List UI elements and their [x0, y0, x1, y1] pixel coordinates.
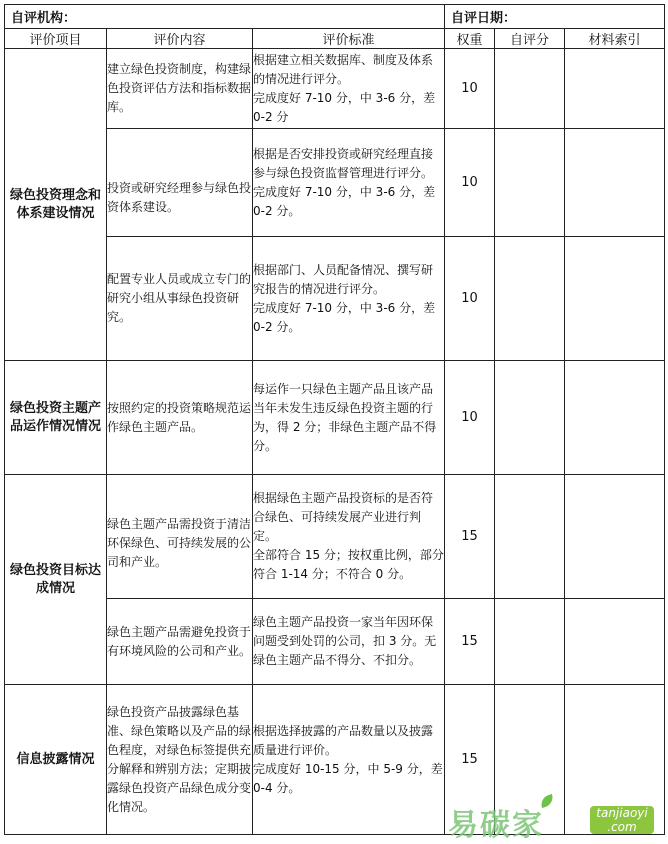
self-score-cell[interactable] — [495, 49, 565, 129]
watermark-site-badge — [590, 806, 654, 834]
standard-cell: 根据绿色主题产品投资标的是否符合绿色、可持续发展产业进行判定。 全部符合 15 分；按权重比例，部分符合 1-14 分；不符合 0 分。 — [253, 475, 445, 599]
section-item: 绿色投资理念和体系建设情况 — [5, 49, 107, 361]
standard-cell: 根据建立相关数据库、制度及体系的情况进行评分。 完成度好 7-10 分，中 3-6 分，差 0-2 分 — [253, 49, 445, 129]
self-score-cell[interactable] — [495, 129, 565, 237]
content-cell: 绿色主题产品需避免投资于有环境风险的公司和产业。 — [107, 599, 253, 685]
col-content: 评价内容 — [107, 29, 253, 49]
content-cell: 绿色投资产品披露绿色基准、绿色策略以及产品的绿色程度，对绿色标签提供充分解释和辨别方法；定期披露绿色投资产品绿色成分变化情况。 — [107, 685, 253, 835]
material-cell[interactable] — [565, 49, 665, 129]
col-material: 材料索引 — [565, 29, 665, 49]
standard-cell: 每运作一只绿色主题产品且该产品当年未发生违反绿色投资主题的行为，得 2 分；非绿色主题产品不得分。 — [253, 361, 445, 475]
content-cell: 建立绿色投资制度，构建绿色投资评估方法和指标数据库。 — [107, 49, 253, 129]
material-cell[interactable] — [565, 129, 665, 237]
weight-cell: 10 — [445, 49, 495, 129]
weight-cell: 10 — [445, 237, 495, 361]
col-item: 评价项目 — [5, 29, 107, 49]
header-row — [5, 5, 665, 29]
self-score-cell[interactable] — [495, 361, 565, 475]
evaluation-table — [4, 4, 665, 835]
self-score-cell[interactable] — [495, 475, 565, 599]
material-cell[interactable] — [565, 599, 665, 685]
weight-cell: 10 — [445, 129, 495, 237]
material-cell[interactable] — [565, 237, 665, 361]
col-standard: 评价标准 — [253, 29, 445, 49]
content-cell: 按照约定的投资策略规范运作绿色主题产品。 — [107, 361, 253, 475]
column-header-row — [5, 29, 665, 49]
content-cell: 投资或研究经理参与绿色投资体系建设。 — [107, 129, 253, 237]
date-label: 自评日期： — [445, 5, 665, 29]
standard-cell: 根据是否安排投资或研究经理直接参与绿色投资监督管理进行评分。 完成度好 7-10 分，中 3-6 分，差 0-2 分。 — [253, 129, 445, 237]
material-cell[interactable] — [565, 361, 665, 475]
watermark-site-bottom: .com — [607, 820, 637, 834]
col-weight: 权重 — [445, 29, 495, 49]
table-row — [5, 361, 665, 475]
self-score-cell[interactable] — [495, 237, 565, 361]
standard-cell: 根据部门、人员配备情况、撰写研究报告的情况进行评分。 完成度好 7-10 分，中 3-6 分，差 0-2 分。 — [253, 237, 445, 361]
standard-cell: 绿色主题产品投资一家当年因环保问题受到处罚的公司，扣 3 分。无绿色主题产品不得分、不扣分。 — [253, 599, 445, 685]
weight-cell: 15 — [445, 685, 495, 835]
watermark-logo — [448, 800, 664, 843]
watermark-site-top: tanjiaoyi — [596, 806, 648, 820]
content-cell: 绿色主题产品需投资于清洁环保绿色、可持续发展的公司和产业。 — [107, 475, 253, 599]
section-item: 绿色投资目标达成情况 — [5, 475, 107, 685]
self-score-cell[interactable] — [495, 599, 565, 685]
watermark-brand: 易碳家 — [448, 808, 544, 843]
standard-cell: 根据选择披露的产品数量以及披露质量进行评价。 完成度好 10-15 分，中 5-9 分，差 0-4 分。 — [253, 685, 445, 835]
material-cell[interactable] — [565, 475, 665, 599]
table-row — [5, 475, 665, 599]
content-cell: 配置专业人员或成立专门的研究小组从事绿色投资研究。 — [107, 237, 253, 361]
table-row — [5, 49, 665, 129]
org-label: 自评机构： — [5, 5, 445, 29]
section-item: 绿色投资主题产品运作情况情况 — [5, 361, 107, 475]
col-self-score: 自评分 — [495, 29, 565, 49]
weight-cell: 15 — [445, 599, 495, 685]
section-item: 信息披露情况 — [5, 685, 107, 835]
weight-cell: 15 — [445, 475, 495, 599]
weight-cell: 10 — [445, 361, 495, 475]
